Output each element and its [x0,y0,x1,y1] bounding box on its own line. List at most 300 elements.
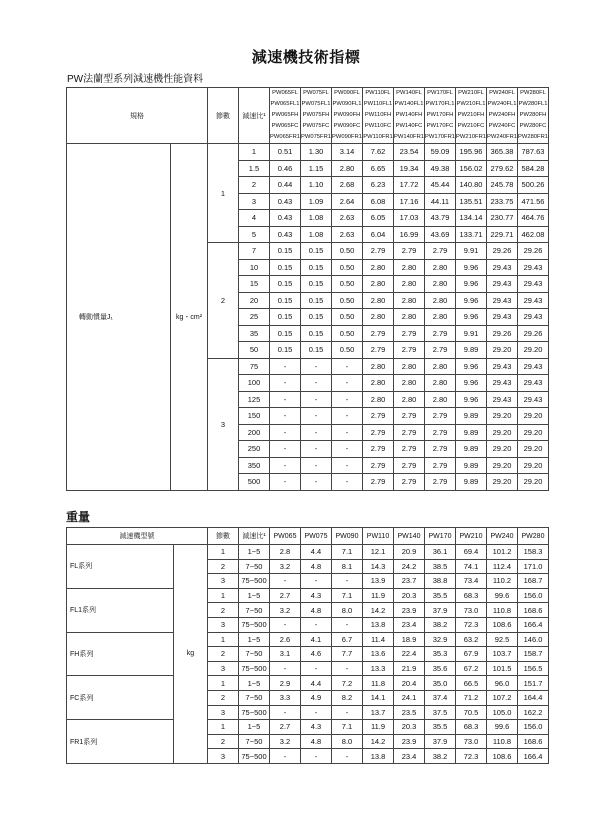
inertia-value-cell: 9.89 [456,408,487,425]
inertia-value-cell: 29.43 [518,292,549,309]
model-code: PW280FL [520,90,546,96]
inertia-value-cell: 29.20 [518,441,549,458]
ratio-header: 減速比¹ [239,528,270,545]
model-code: PW075FL [303,90,329,96]
model-header-cell: PW065 [270,528,301,545]
inertia-value-cell: 29.43 [487,375,518,392]
weight-value-cell: 4.6 [301,647,332,662]
inertia-value-cell: - [332,424,363,441]
model-code: PW065FC [271,123,299,129]
weight-value-cell: 72.3 [456,749,487,764]
inertia-value-cell: 2.79 [394,474,425,491]
weight-value-cell: 67.2 [456,661,487,676]
weight-value-cell: 107.2 [487,690,518,705]
inertia-value-cell: 29.20 [518,424,549,441]
inertia-value-cell: 45.44 [425,177,456,194]
model-code: PW075FC [302,123,330,129]
inertia-value-cell: 245.78 [487,177,518,194]
inertia-value-cell: 1.15 [301,160,332,177]
inertia-value-cell: 2.80 [332,160,363,177]
inertia-value-cell: 9.89 [456,474,487,491]
weight-value-cell: 37.5 [425,705,456,720]
ratio-cell: 125 [239,391,270,408]
weight-value-cell: - [270,661,301,676]
ratio-cell: 7~50 [239,647,270,662]
inertia-value-cell: 0.15 [270,325,301,342]
table-row [67,545,549,560]
weight-value-cell: 11.4 [363,632,394,647]
inertia-value-cell: 2.79 [363,474,394,491]
weight-value-cell: 166.4 [518,749,549,764]
model-code: PW090FR1 [332,134,362,140]
weight-value-cell: 168.6 [518,734,549,749]
inertia-value-cell: 2.64 [332,193,363,210]
weight-value-cell: 13.6 [363,647,394,662]
inertia-value-cell: 2.80 [425,292,456,309]
model-header-cell [270,88,301,144]
ratio-cell: 350 [239,457,270,474]
weight-value-cell: 13.9 [363,574,394,589]
model-code: PW280FL1 [518,101,548,107]
inertia-value-cell: 9.96 [456,391,487,408]
ratio-cell: 15 [239,276,270,293]
weight-value-cell: 156.0 [518,720,549,735]
weight-value-cell: 7.1 [332,545,363,560]
model-header-cell [332,88,363,144]
inertia-value-cell: 0.50 [332,342,363,359]
inertia-value-cell: 2.79 [394,457,425,474]
inertia-value-cell: 3.14 [332,144,363,161]
inertia-value-cell: 9.96 [456,309,487,326]
series-label: FC系列 [67,676,174,720]
weight-value-cell: - [301,574,332,589]
model-header-cell [363,88,394,144]
inertia-value-cell: 156.02 [456,160,487,177]
ratio-cell: 7~50 [239,734,270,749]
inertia-value-cell: 1.08 [301,210,332,227]
inertia-value-cell: 2.80 [425,358,456,375]
inertia-value-cell: - [332,408,363,425]
weight-value-cell: 68.3 [456,588,487,603]
inertia-value-cell: 29.43 [487,276,518,293]
inertia-value-cell: - [332,457,363,474]
ratio-cell: 1 [239,144,270,161]
weight-value-cell: 37.9 [425,603,456,618]
model-code: PW140FC [395,123,423,129]
weight-value-cell: 3.1 [270,647,301,662]
model-code: PW170FC [426,123,454,129]
inertia-value-cell: 229.71 [487,226,518,243]
weight-value-cell: 38.2 [425,749,456,764]
weight-value-cell: 8.2 [332,690,363,705]
model-header-cell: PW090 [332,528,363,545]
inertia-value-cell: 2.79 [394,408,425,425]
weight-section-title: 重量 [66,510,91,524]
inertia-value-cell: 29.20 [518,408,549,425]
weight-value-cell: 3.2 [270,734,301,749]
weight-value-cell: 73.4 [456,574,487,589]
inertia-value-cell: 29.43 [487,259,518,276]
inertia-value-cell: 233.75 [487,193,518,210]
weight-value-cell: 13.8 [363,617,394,632]
model-header-cell: PW075 [301,528,332,545]
model-code: PW065FL [272,90,298,96]
ratio-cell: 1~5 [239,676,270,691]
model-code: PW240FR1 [487,134,517,140]
inertia-value-cell: 29.43 [518,309,549,326]
inertia-value-cell: 0.50 [332,309,363,326]
inertia-value-cell: 2.80 [394,375,425,392]
ratio-cell: 75~500 [239,574,270,589]
ratio-cell: 7 [239,243,270,260]
inertia-value-cell: 1.30 [301,144,332,161]
model-code: PW210FR1 [456,134,486,140]
ratio-cell: 50 [239,342,270,359]
inertia-value-cell: - [332,358,363,375]
ratio-cell: 1~5 [239,545,270,560]
table-row [67,632,549,647]
series-label: FR1系列 [67,720,174,764]
inertia-value-cell: 2.79 [394,243,425,260]
weight-value-cell: 35.3 [425,647,456,662]
stage-cell: 2 [208,647,239,662]
inertia-value-cell: 2.79 [363,441,394,458]
inertia-value-cell: 6.23 [363,177,394,194]
model-header-cell [487,88,518,144]
inertia-value-cell: 2.80 [363,276,394,293]
inertia-value-cell: 2.80 [394,358,425,375]
inertia-value-cell: 195.96 [456,144,487,161]
inertia-value-cell: - [332,441,363,458]
weight-value-cell: 4.4 [301,676,332,691]
model-type-header: 減速機型號 [67,528,208,545]
ratio-cell: 150 [239,408,270,425]
weight-value-cell: 2.7 [270,720,301,735]
model-code: PW210FL [458,90,484,96]
inertia-value-cell: 2.79 [363,408,394,425]
inertia-value-cell: 0.15 [270,243,301,260]
inertia-value-cell: 49.38 [425,160,456,177]
weight-value-cell: 24.1 [394,690,425,705]
inertia-value-cell: - [301,408,332,425]
inertia-value-cell: 29.43 [487,292,518,309]
weight-value-cell: 22.4 [394,647,425,662]
inertia-value-cell: 29.20 [518,342,549,359]
weight-value-cell: 2.8 [270,545,301,560]
weight-value-cell: 101.2 [487,545,518,560]
inertia-value-cell: 9.91 [456,325,487,342]
inertia-value-cell: 9.96 [456,375,487,392]
stage-cell: 1 [208,632,239,647]
weight-value-cell: - [270,574,301,589]
weight-value-cell: 70.5 [456,705,487,720]
inertia-value-cell: 2.79 [425,408,456,425]
ratio-cell: 100 [239,375,270,392]
inertia-value-cell: 9.96 [456,276,487,293]
stage-cell: 3 [208,661,239,676]
inertia-value-cell: 29.43 [518,391,549,408]
inertia-value-cell: 2.68 [332,177,363,194]
inertia-value-cell: 2.80 [363,391,394,408]
inertia-value-cell: 29.20 [518,457,549,474]
weight-value-cell: 7.2 [332,676,363,691]
inertia-value-cell: 2.79 [425,441,456,458]
weight-value-cell: 4.8 [301,734,332,749]
weight-value-cell: 7.7 [332,647,363,662]
weight-value-cell: 8.1 [332,559,363,574]
inertia-value-cell: 29.43 [518,358,549,375]
weight-value-cell: 158.3 [518,545,549,560]
ratio-cell: 4 [239,210,270,227]
model-code: PW110FC [364,123,392,129]
inertia-value-cell: 2.80 [363,259,394,276]
weight-value-cell: 14.2 [363,734,394,749]
ratio-cell: 1~5 [239,588,270,603]
model-code: PW170FH [426,112,454,118]
weight-value-cell: 6.7 [332,632,363,647]
series-label: FL1系列 [67,588,174,632]
weight-table [66,527,549,764]
model-code: PW140FH [395,112,423,118]
ratio-cell: 7~50 [239,603,270,618]
model-header-cell [394,88,425,144]
model-header-cell: PW110 [363,528,394,545]
model-code: PW170FL1 [425,101,455,107]
inertia-value-cell: 2.79 [363,325,394,342]
weight-value-cell: 37.4 [425,690,456,705]
weight-value-cell: 68.3 [456,720,487,735]
series-label: FH系列 [67,632,174,676]
weight-value-cell: 158.7 [518,647,549,662]
inertia-value-cell: 0.50 [332,243,363,260]
stage-cell: 2 [208,559,239,574]
ratio-cell: 500 [239,474,270,491]
inertia-value-cell: 2.80 [425,375,456,392]
inertia-value-cell: 464.76 [518,210,549,227]
inertia-value-cell: 29.20 [487,424,518,441]
inertia-value-cell: 2.80 [394,259,425,276]
inertia-value-cell: 0.15 [301,243,332,260]
model-code: PW075FL1 [301,101,331,107]
inertia-value-cell: 2.79 [363,243,394,260]
weight-value-cell: 38.2 [425,617,456,632]
model-code: PW210FC [457,123,485,129]
weight-value-cell: 74.1 [456,559,487,574]
inertia-value-cell: - [270,474,301,491]
weight-value-cell: 110.2 [487,574,518,589]
inertia-value-cell: 0.50 [332,292,363,309]
weight-value-cell: - [301,705,332,720]
ratio-cell: 20 [239,292,270,309]
stage-cell: 3 [208,749,239,764]
inertia-value-cell: - [270,424,301,441]
weight-value-cell: - [332,705,363,720]
model-code: PW110FL1 [363,101,393,107]
inertia-value-cell: 29.20 [487,342,518,359]
weight-value-cell: 4.8 [301,559,332,574]
weight-value-cell: 99.6 [487,720,518,735]
inertia-value-cell: 0.15 [301,342,332,359]
weight-value-cell: 20.4 [394,676,425,691]
weight-value-cell: 13.3 [363,661,394,676]
weight-value-cell: 8.0 [332,603,363,618]
inertia-value-cell: 0.15 [301,309,332,326]
weight-value-cell: 105.0 [487,705,518,720]
weight-value-cell: 66.5 [456,676,487,691]
weight-header-row [67,528,549,545]
inertia-value-cell: 2.79 [425,243,456,260]
inertia-value-cell: 0.15 [301,292,332,309]
weight-value-cell: 108.6 [487,617,518,632]
inertia-value-cell: 2.80 [363,309,394,326]
weight-value-cell: 35.5 [425,720,456,735]
weight-value-cell: 32.9 [425,632,456,647]
model-header-cell [425,88,456,144]
weight-value-cell: 3.3 [270,690,301,705]
weight-value-cell: 7.1 [332,720,363,735]
weight-value-cell: 4.3 [301,720,332,735]
weight-value-cell: 20.9 [394,545,425,560]
model-header-cell: PW280 [518,528,549,545]
inertia-section-title: PW法蘭型系列減速機性能資料 [67,74,204,85]
weight-value-cell: 71.2 [456,690,487,705]
model-code: PW210FH [457,112,485,118]
inertia-value-cell: 9.89 [456,441,487,458]
weight-value-cell: 110.8 [487,603,518,618]
model-code: PW065FR1 [270,134,300,140]
model-code: PW065FH [271,112,299,118]
weight-value-cell: 23.4 [394,617,425,632]
inertia-value-cell: 2.79 [425,342,456,359]
weight-value-cell: 4.1 [301,632,332,647]
model-code: PW170FR1 [425,134,455,140]
inertia-value-cell: 29.26 [518,325,549,342]
inertia-value-cell: 2.80 [363,358,394,375]
inertia-value-cell: 9.96 [456,292,487,309]
weight-value-cell: 14.1 [363,690,394,705]
weight-value-cell: 3.2 [270,559,301,574]
inertia-value-cell: - [301,474,332,491]
inertia-value-cell: - [301,441,332,458]
weight-value-cell: 4.4 [301,545,332,560]
inertia-value-cell: 2.79 [363,457,394,474]
weight-value-cell: 164.4 [518,690,549,705]
inertia-value-cell: 29.43 [487,309,518,326]
weight-value-cell: 73.0 [456,603,487,618]
inertia-table-body [67,144,549,491]
inertia-value-cell: 2.80 [363,292,394,309]
inertia-value-cell: - [332,474,363,491]
ratio-cell: 10 [239,259,270,276]
inertia-value-cell: 29.26 [487,325,518,342]
inertia-value-cell: - [301,457,332,474]
inertia-value-cell: 29.20 [487,457,518,474]
inertia-value-cell: 2.79 [394,342,425,359]
inertia-value-cell: 29.43 [487,391,518,408]
weight-value-cell: 72.3 [456,617,487,632]
weight-value-cell: 11.8 [363,676,394,691]
stage-cell: 1 [208,720,239,735]
weight-value-cell: 73.0 [456,734,487,749]
weight-value-cell: 23.5 [394,705,425,720]
stage-cell: 2 [208,734,239,749]
inertia-value-cell: 59.09 [425,144,456,161]
inertia-value-cell: 29.43 [518,276,549,293]
stages-header: 節數 [208,528,239,545]
inertia-value-cell: 2.63 [332,210,363,227]
inertia-value-cell: 2.80 [425,276,456,293]
weight-value-cell: 7.1 [332,588,363,603]
weight-value-cell: 162.2 [518,705,549,720]
weight-value-cell: 23.7 [394,574,425,589]
stage-cell: 3 [208,358,239,490]
inertia-value-cell: 29.20 [487,408,518,425]
inertia-value-cell: 2.80 [425,259,456,276]
weight-value-cell: 96.0 [487,676,518,691]
weight-value-cell: 23.9 [394,603,425,618]
inertia-value-cell: 2.80 [394,309,425,326]
inertia-value-cell: 0.15 [270,342,301,359]
inertia-value-cell: 2.80 [363,375,394,392]
weight-table-body [67,545,549,764]
ratio-cell: 75~500 [239,661,270,676]
inertia-label: 轉動慣量J₁ [67,144,171,491]
inertia-value-cell: 230.77 [487,210,518,227]
inertia-value-cell: 29.20 [487,474,518,491]
weight-value-cell: 171.0 [518,559,549,574]
model-code: PW090FH [333,112,361,118]
weight-value-cell: - [270,705,301,720]
ratio-cell: 75~500 [239,749,270,764]
weight-value-cell: 18.9 [394,632,425,647]
table-row [67,588,549,603]
inertia-value-cell: 787.63 [518,144,549,161]
inertia-value-cell: 133.71 [456,226,487,243]
inertia-value-cell: 9.89 [456,457,487,474]
model-code: PW090FL1 [332,101,362,107]
weight-value-cell: - [270,749,301,764]
inertia-value-cell: 43.69 [425,226,456,243]
stage-cell: 1 [208,676,239,691]
inertia-value-cell: 2.80 [425,391,456,408]
inertia-table [66,87,549,491]
weight-value-cell: 35.6 [425,661,456,676]
stage-cell: 1 [208,144,239,243]
inertia-value-cell: 0.15 [270,259,301,276]
ratio-cell: 25 [239,309,270,326]
weight-value-cell: - [332,617,363,632]
inertia-value-cell: 0.15 [301,259,332,276]
model-code: PW240FH [488,112,516,118]
model-code: PW110FL [365,90,391,96]
stage-cell: 1 [208,545,239,560]
weight-value-cell: 168.7 [518,574,549,589]
inertia-value-cell: 2.79 [394,325,425,342]
inertia-value-cell: 6.65 [363,160,394,177]
inertia-value-cell: 9.91 [456,243,487,260]
inertia-value-cell: 1.08 [301,226,332,243]
inertia-value-cell: 0.43 [270,226,301,243]
inertia-value-cell: 0.15 [270,309,301,326]
weight-value-cell: - [332,749,363,764]
inertia-value-cell: 44.11 [425,193,456,210]
inertia-value-cell: 9.96 [456,358,487,375]
weight-value-cell: 156.0 [518,588,549,603]
inertia-value-cell: 135.51 [456,193,487,210]
weight-value-cell: 4.3 [301,588,332,603]
table-row [67,676,549,691]
model-code: PW110FH [364,112,392,118]
